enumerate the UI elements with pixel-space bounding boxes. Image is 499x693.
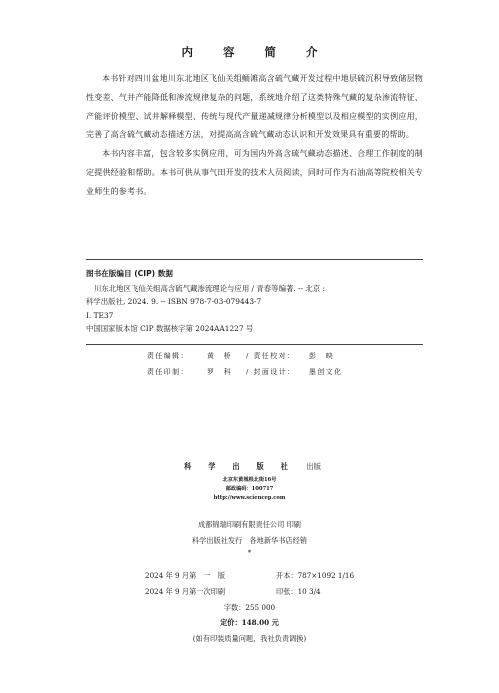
credits-row-2 (0, 365, 499, 381)
publisher-address: 北京东黄城根北街16号 (222, 477, 277, 483)
price: 定价：148.00 元 (220, 618, 279, 628)
cip-heading: 图书在版编目 (CIP) 数据 (86, 269, 173, 278)
publisher-name: 科 学 出 版 社 (184, 461, 295, 471)
edition-row-3 (0, 600, 499, 616)
editor-label: 责任编辑： (147, 352, 189, 360)
first-printing: 2024 年 9 月第一次印刷 (145, 586, 226, 596)
cip-line-1: 川东北地区飞仙关组高含硫气藏渗流理论与应用 / 青春等编著. -- 北京 : (94, 283, 326, 293)
edition-row-1 (0, 568, 499, 584)
cip-line-3: Ⅰ. TE37 (86, 310, 114, 320)
abstract (86, 70, 423, 202)
printing-block (0, 517, 499, 559)
edition-info (0, 568, 499, 647)
credits (0, 349, 499, 380)
printing-name: 罗 科 (207, 367, 233, 376)
separator-star: * (247, 549, 252, 558)
publisher-suffix: 出版 (306, 462, 322, 471)
printed-sheets: 印张：10 3/4 (276, 586, 321, 596)
cip-block (86, 267, 423, 336)
printing-label: 责任印制： (147, 367, 189, 376)
cip-bottom-divider (86, 344, 423, 345)
word-count: 字数：255 000 (223, 602, 276, 612)
editor-name: 黄 桥 (207, 352, 233, 360)
cip-line-4: 中国国家版本馆 CIP 数据核字第 2024AA1227 号 (86, 324, 254, 334)
first-edition: 2024 年 9 月第 一 版 (145, 571, 226, 580)
cip-line-2: 科学出版社, 2024. 9. -- ISBN 978-7-03-079443-7 (86, 297, 262, 307)
edition-row-5 (0, 631, 499, 647)
cip-top-divider (86, 259, 423, 260)
abstract-paragraph-2: 本书内容丰富，包含较多实例应用，可为国内外高含硫气藏动态描述、合理工作制度的制定提供经验和帮助。本书可供从事气田开发的技术人员阅读，同时可作为石油高等院校相关专业师生的参考书。 (86, 149, 423, 196)
book-format: 开本：787×1092 1/16 (276, 571, 355, 580)
cover-name: 墨创文化 (309, 367, 343, 376)
credits-row-1 (0, 349, 499, 365)
publisher-block (0, 454, 499, 503)
publisher-postcode: 邮政编码：100717 (225, 486, 274, 492)
cover-label: / 封面设计： (246, 367, 296, 376)
edition-row-4 (0, 615, 499, 631)
edition-row-2 (0, 584, 499, 600)
abstract-paragraph-1: 本书针对四川盆地川东北地区飞仙关组鲕滩高含硫气藏开发过程中地层硫沉积导致储层物性变差、气井产能降低和渗流规律复杂的问题，系统地介绍了这类特殊气藏的复杂渗流特征、产能评价模型、试井解释模型、传统与现代产量递减规律分析模型以及相应模型的实例应用，完善了高含硫气藏动态描述方法，对提高高含硫气藏动态认识和开发效果具有重要的帮助。 (86, 74, 423, 140)
distributor: 科学出版社发行 各地新华书店经销 (191, 535, 307, 545)
publisher-url: http://www.sciencep.com (213, 495, 286, 501)
proof-label: / 责任校对： (246, 352, 296, 360)
page-title: 内 容 简 介 (181, 45, 331, 59)
printer: 成都锦瑞印刷有限责任公司 印刷 (198, 520, 301, 529)
proof-name: 彭 映 (309, 352, 335, 360)
quality-notice: (如有印装质量问题，我社负责调换) (192, 634, 307, 644)
